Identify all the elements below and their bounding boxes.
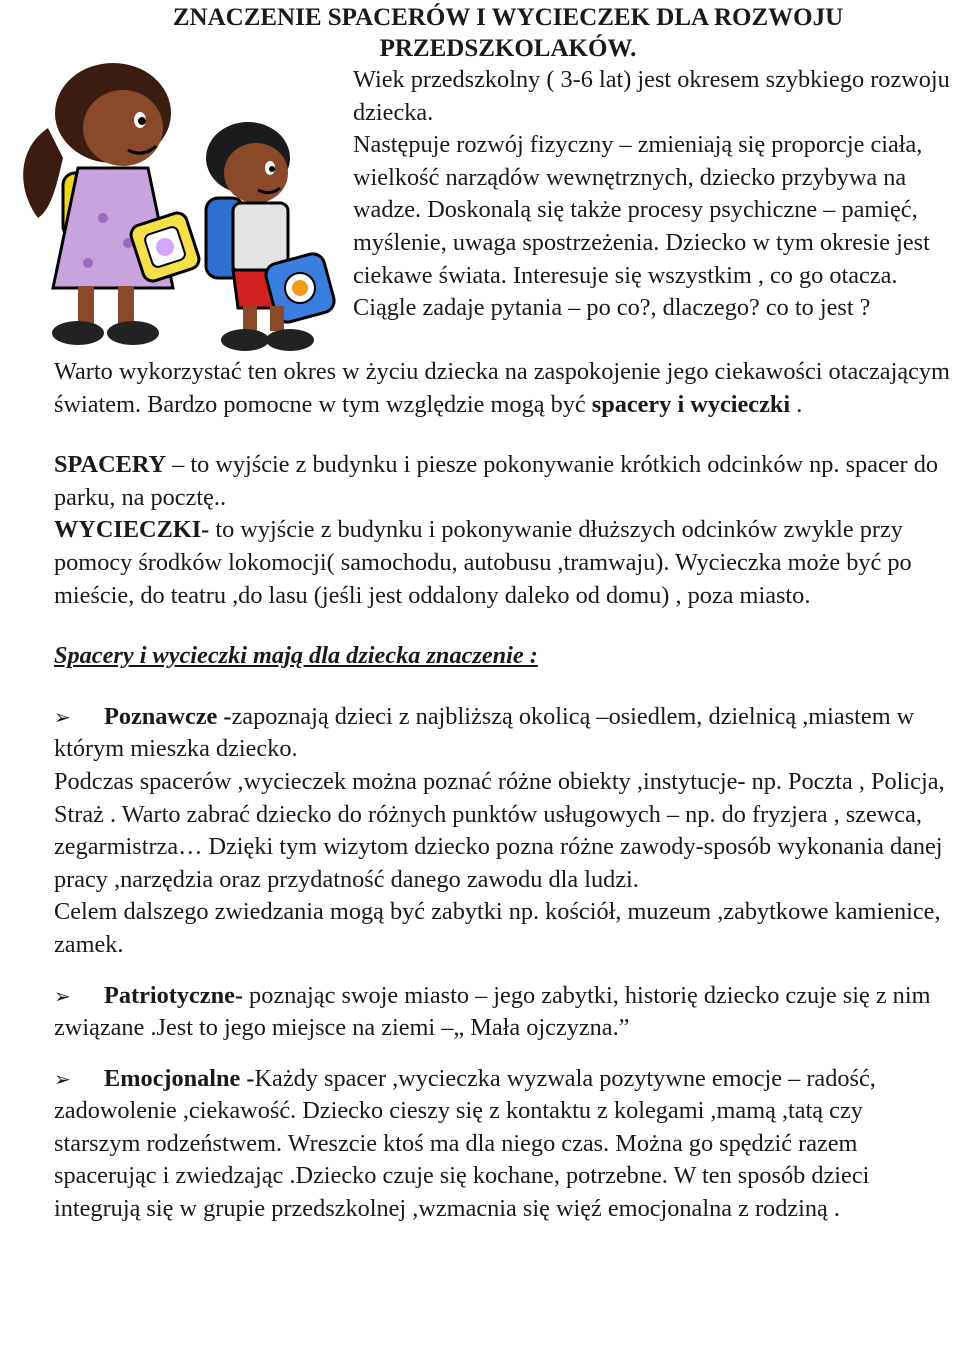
- wycieczki-definition: WYCIECZKI- to wyjście z budynku i pokonywanie dłuższych odcinków zwykle przy pomocy środków lokomocji( samochodu, autobusu ,tramwaju). Wycieczka może być po mieście, do teatru ,do lasu (jeśli jest oddalony daleko od domu) , poza miasto.: [54, 516, 912, 609]
- document-title: [0, 2, 960, 64]
- arrow-bullet-icon: ➢: [54, 983, 71, 1008]
- intro-text: [353, 64, 960, 325]
- boy-figure: [206, 122, 337, 351]
- intro-paragraph-1: Wiek przedszkolny ( 3-6 lat) jest okresem szybkiego rozwoju dziecka.: [353, 66, 950, 126]
- title-line-1: ZNACZENIE SPACERÓW I WYCIECZEK DLA ROZWOJU: [172, 4, 844, 31]
- arrow-bullet-icon: ➢: [54, 704, 71, 729]
- bullet-patriotyczne: ➢ Patriotyczne- poznając swoje miasto – jego zabytki, historię dziecko czuje się z nim związane .Jest to jego miejsce na ziemi –„ Mała ojczyzna.”: [54, 981, 931, 1042]
- children-with-backpacks-illustration: [8, 58, 348, 353]
- intro-paragraph-2: Następuje rozwój fizyczny – zmieniają się proporcje ciała, wielkość narządów wewnętrznych, dziecko przybywa na wadze. Doskonalą się także procesy psychiczne – pamięć, myślenie, uwaga spostrzeżenia. Dziecko w tym okresie jest ciekawe świata. Interesuje się wszystkim , co go otacza. Ciągle zadaje pytania – po co?, dlaczego? co to jest ?: [353, 131, 930, 322]
- title-line-2: PRZEDSZKOLAKÓW.: [379, 35, 637, 62]
- bullet-term: Poznawcze -: [104, 702, 232, 730]
- bullet-poznawcze: ➢ Poznawcze -zapoznają dzieci z najbliższą okolicą –osiedlem, dzielnicą ,miastem w którym mieszka dziecko.: [54, 702, 915, 763]
- bullet-term: Patriotyczne-: [104, 981, 243, 1009]
- girl-figure: [23, 63, 201, 345]
- spacery-definition: SPACERY – to wyjście z budynku i piesze pokonywanie krótkich odcinków np. spacer do parku, na pocztę..: [54, 451, 939, 511]
- poznawcze-extra-1: Podczas spacerów ,wycieczek można poznać różne obiekty ,instytucje- np. Poczta , Policja, Straż . Warto zabrać dziecko do różnych punktów usługowych – np. do fryzjera , szewca, zegarmistrza… Dzięki tym wizytom dziecko pozna różne zawody-sposób wykonania danej pracy ,narzędzia oraz przydatność danego zawodu dla ludzi.: [54, 767, 945, 893]
- poznawcze-extra-2: Celem dalszego zwiedzania mogą być zabytki np. kościół, muzeum ,zabytkowe kamienice, zamek.: [54, 898, 941, 958]
- spacery-term: SPACERY: [54, 451, 167, 479]
- bullet-emocjonalne: ➢ Emocjonalne -Każdy spacer ,wycieczka wyzwala pozytywne emocje – radość, zadowolenie ,ciekawość. Dziecko cieszy się z kontaktu z kolegami ,mamą ,tatą czy starszym rodzeństwem. Wreszcie ktoś ma dla niego czas. Można go spędzić razem spacerując i zwiedzając .Dziecko czuje się kochane, potrzebne. W ten sposób dzieci integrują się w grupie przedszkolnej ,wzmacnia się więź emocjonalna z rodziną .: [54, 1064, 876, 1223]
- bullet-term: Emocjonalne -: [104, 1064, 255, 1092]
- wycieczki-term: WYCIECZKI-: [54, 516, 210, 544]
- arrow-bullet-icon: ➢: [54, 1066, 71, 1091]
- main-text: [54, 356, 954, 1226]
- section-heading: Spacery i wycieczki mają dla dziecka znaczenie :: [54, 642, 538, 670]
- warto-paragraph: Warto wykorzystać ten okres w życiu dziecka na zaspokojenie jego ciekawości otaczającym światem. Bardzo pomocne w tym względzie mogą być spacery i wycieczki .: [54, 358, 950, 418]
- warto-emphasis: spacery i wycieczki: [591, 390, 791, 418]
